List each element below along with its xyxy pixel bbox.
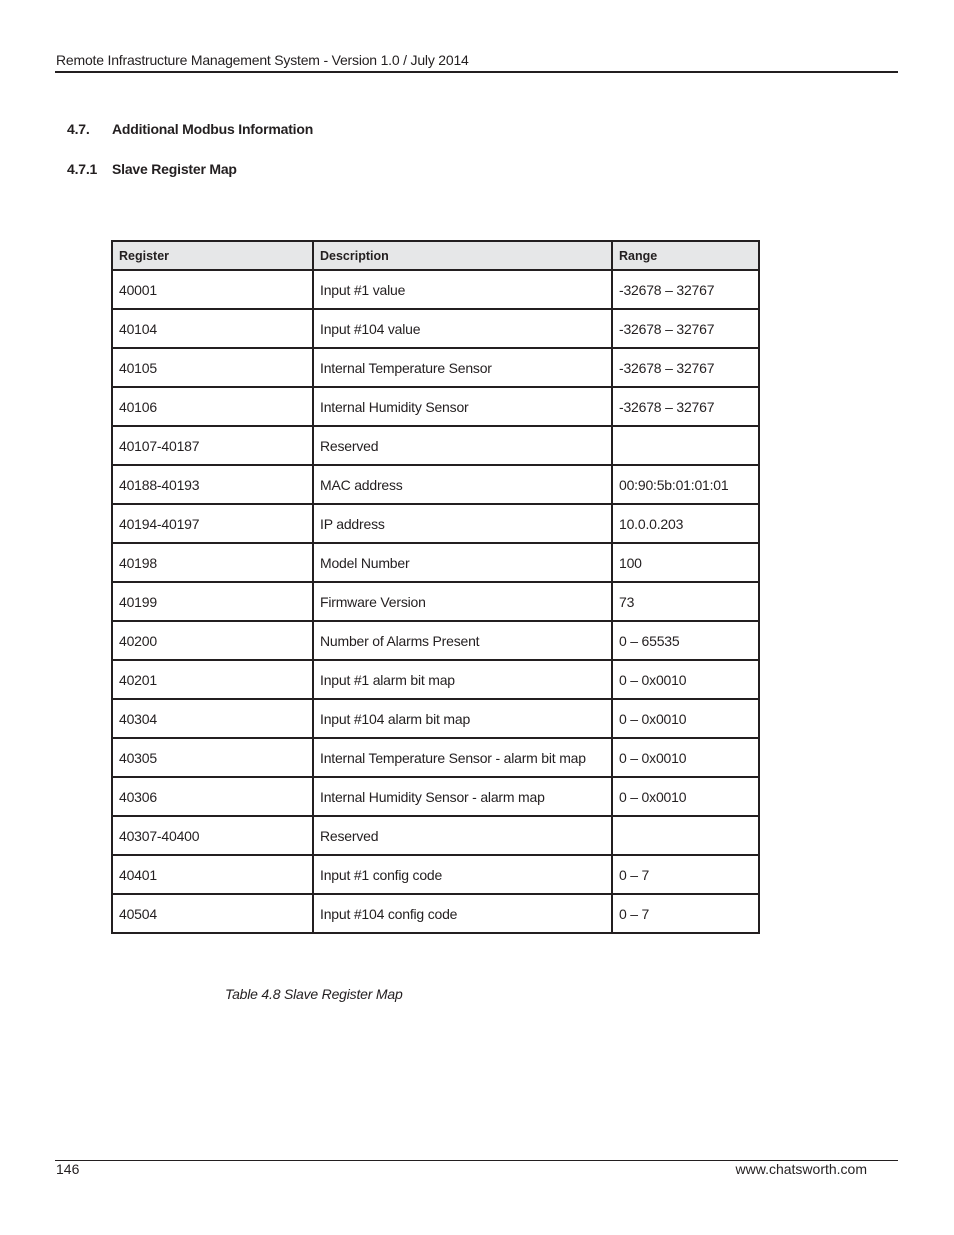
range-cell: 0 – 7 bbox=[612, 894, 759, 933]
footer-website: www.chatsworth.com bbox=[735, 1161, 867, 1177]
table-row bbox=[112, 309, 759, 348]
register-cell: 40198 bbox=[112, 543, 313, 582]
description-cell: Input #1 alarm bit map bbox=[313, 660, 612, 699]
section-title: Additional Modbus Information bbox=[112, 121, 314, 137]
section-heading-4-7-1 bbox=[67, 161, 237, 177]
register-cell: 40105 bbox=[112, 348, 313, 387]
range-cell: -32678 – 32767 bbox=[612, 348, 759, 387]
table-row bbox=[112, 270, 759, 309]
range-cell: 0 – 65535 bbox=[612, 621, 759, 660]
section-number: 4.7. bbox=[67, 121, 90, 137]
table-row bbox=[112, 543, 759, 582]
register-cell: 40104 bbox=[112, 309, 313, 348]
header-divider bbox=[55, 71, 898, 73]
register-cell: 40200 bbox=[112, 621, 313, 660]
register-cell: 40106 bbox=[112, 387, 313, 426]
description-cell: Internal Temperature Sensor bbox=[313, 348, 612, 387]
table-row bbox=[112, 660, 759, 699]
description-cell: Model Number bbox=[313, 543, 612, 582]
table-row bbox=[112, 738, 759, 777]
range-cell: -32678 – 32767 bbox=[612, 387, 759, 426]
table-row bbox=[112, 699, 759, 738]
range-cell: 0 – 0x0010 bbox=[612, 738, 759, 777]
column-header-range: Range bbox=[612, 241, 759, 270]
description-cell: Number of Alarms Present bbox=[313, 621, 612, 660]
table-row bbox=[112, 855, 759, 894]
table-row bbox=[112, 777, 759, 816]
description-cell: Reserved bbox=[313, 426, 612, 465]
column-header-register: Register bbox=[112, 241, 313, 270]
description-cell: Reserved bbox=[313, 816, 612, 855]
column-header-description: Description bbox=[313, 241, 612, 270]
range-cell bbox=[612, 816, 759, 855]
description-cell: Input #104 value bbox=[313, 309, 612, 348]
table-header-row bbox=[112, 241, 759, 270]
description-cell: IP address bbox=[313, 504, 612, 543]
register-cell: 40107-40187 bbox=[112, 426, 313, 465]
range-cell: -32678 – 32767 bbox=[612, 270, 759, 309]
register-cell: 40307-40400 bbox=[112, 816, 313, 855]
description-cell: Input #1 config code bbox=[313, 855, 612, 894]
table-row bbox=[112, 387, 759, 426]
range-cell: 0 – 0x0010 bbox=[612, 660, 759, 699]
range-cell: 00:90:5b:01:01:01 bbox=[612, 465, 759, 504]
register-cell: 40304 bbox=[112, 699, 313, 738]
register-cell: 40201 bbox=[112, 660, 313, 699]
description-cell: Input #104 config code bbox=[313, 894, 612, 933]
table-row bbox=[112, 348, 759, 387]
section-number: 4.7.1 bbox=[67, 161, 98, 177]
range-cell: 100 bbox=[612, 543, 759, 582]
description-cell: Internal Humidity Sensor bbox=[313, 387, 612, 426]
table-row bbox=[112, 426, 759, 465]
range-cell: 0 – 0x0010 bbox=[612, 699, 759, 738]
range-cell: 0 – 0x0010 bbox=[612, 777, 759, 816]
table-row bbox=[112, 816, 759, 855]
register-cell: 40188-40193 bbox=[112, 465, 313, 504]
description-cell: MAC address bbox=[313, 465, 612, 504]
section-title: Slave Register Map bbox=[112, 161, 237, 177]
description-cell: Firmware Version bbox=[313, 582, 612, 621]
description-cell: Input #1 value bbox=[313, 270, 612, 309]
register-cell: 40305 bbox=[112, 738, 313, 777]
slave-register-map-table bbox=[111, 240, 760, 934]
section-heading-4-7 bbox=[67, 121, 313, 137]
range-cell: 10.0.0.203 bbox=[612, 504, 759, 543]
range-cell bbox=[612, 426, 759, 465]
table-row bbox=[112, 582, 759, 621]
range-cell: 0 – 7 bbox=[612, 855, 759, 894]
page-number: 146 bbox=[56, 1161, 80, 1177]
register-cell: 40504 bbox=[112, 894, 313, 933]
description-cell: Internal Humidity Sensor - alarm map bbox=[313, 777, 612, 816]
table-body bbox=[112, 270, 759, 933]
table-caption: Table 4.8 Slave Register Map bbox=[225, 986, 403, 1002]
register-cell: 40001 bbox=[112, 270, 313, 309]
range-cell: -32678 – 32767 bbox=[612, 309, 759, 348]
document-header-title: Remote Infrastructure Management System - Version 1.0 / July 2014 bbox=[56, 52, 469, 68]
register-cell: 40199 bbox=[112, 582, 313, 621]
table-row bbox=[112, 621, 759, 660]
register-cell: 40306 bbox=[112, 777, 313, 816]
table-row bbox=[112, 465, 759, 504]
register-cell: 40194-40197 bbox=[112, 504, 313, 543]
register-cell: 40401 bbox=[112, 855, 313, 894]
description-cell: Input #104 alarm bit map bbox=[313, 699, 612, 738]
table-row bbox=[112, 504, 759, 543]
description-cell: Internal Temperature Sensor - alarm bit map bbox=[313, 738, 612, 777]
table-row bbox=[112, 894, 759, 933]
range-cell: 73 bbox=[612, 582, 759, 621]
